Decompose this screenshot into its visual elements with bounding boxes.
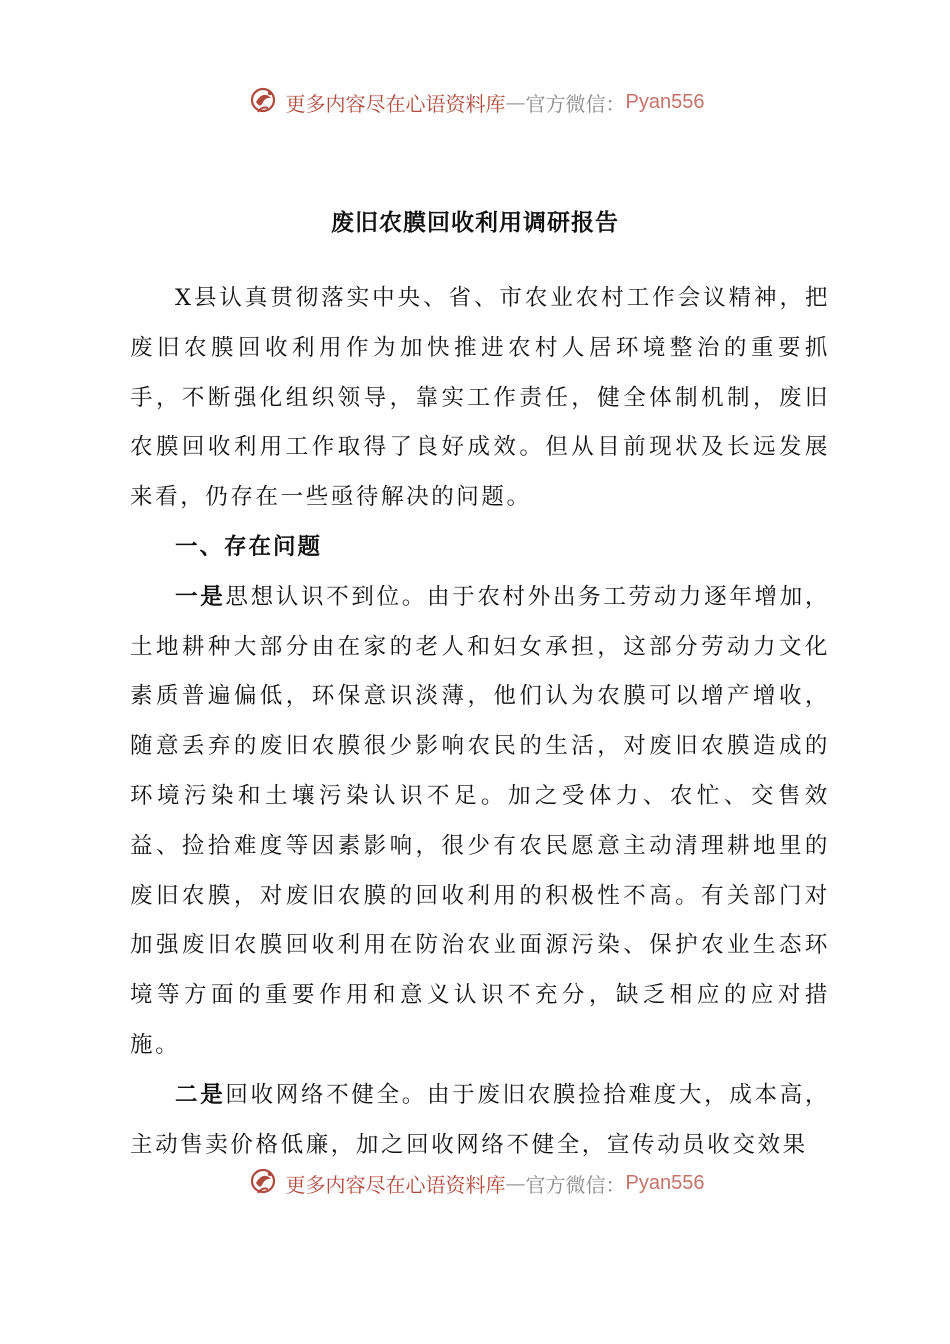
footer-banner xyxy=(0,1163,950,1203)
flower-logo-icon xyxy=(246,1165,282,1201)
footer-banner-separator: — xyxy=(505,1171,526,1195)
paragraph-2-text: 回收网络不健全。由于废旧农膜捡拾难度大，成本高，主动售卖价格低廉，加之回收网络不健全，宣传动员收交效果 xyxy=(130,1081,831,1158)
flower-logo-icon xyxy=(246,84,282,120)
header-banner xyxy=(0,82,950,122)
document-title: 废旧农膜回收利用调研报告 xyxy=(331,210,619,236)
footer-banner-wechat-label: 官方微信： xyxy=(525,1172,626,1197)
banner-wechat-id: Pyan556 xyxy=(625,90,705,113)
paragraph-2-lead: 二是 xyxy=(175,1081,226,1108)
banner-separator: — xyxy=(505,90,526,114)
document-body xyxy=(130,274,830,1170)
intro-paragraph: X县认真贯彻落实中央、省、市农业农村工作会议精神，把废旧农膜回收利用作为加快推进农村人居环境整治的重要抓手，不断强化组织领导，靠实工作责任，健全体制机制，废旧农膜回收利用工作取得了良好成效。但从目前现状及长远发展来看，仍存在一些亟待解决的问题。 xyxy=(130,285,830,511)
footer-banner-text: 更多内容尽在心语资料库 xyxy=(285,1172,506,1197)
section-heading: 一、存在问题 xyxy=(175,533,323,560)
banner-wechat-label: 官方微信： xyxy=(525,91,626,116)
banner-text: 更多内容尽在心语资料库 xyxy=(285,91,506,116)
paragraph-1-text: 思想认识不到位。由于农村外出务工劳动力逐年增加，土地耕种大部分由在家的老人和妇女承担，这部分劳动力文化素质普遍偏低，环保意识淡薄，他们认为农膜可以增产增收，随意丢弃的废旧农膜很少影响农民的生活，对废旧农膜造成的环境污染和土壤污染认识不足。加之受体力、农忙、交售效益、捡拾难度等因素影响，很少有农民愿意主动清理耕地里的废旧农膜，对废旧农膜的回收利用的积极性不高。有关部门对加强废旧农膜回收利用在防治农业面源污染、保护农业生态环境等方面的重要作用和意义认识不充分，缺乏相应的应对措施。 xyxy=(130,583,831,1058)
paragraph-1 xyxy=(130,573,830,1071)
footer-banner-wechat-id: Pyan556 xyxy=(625,1171,705,1194)
paragraph-1-lead: 一是 xyxy=(175,583,226,610)
paragraph-2 xyxy=(130,1071,830,1171)
